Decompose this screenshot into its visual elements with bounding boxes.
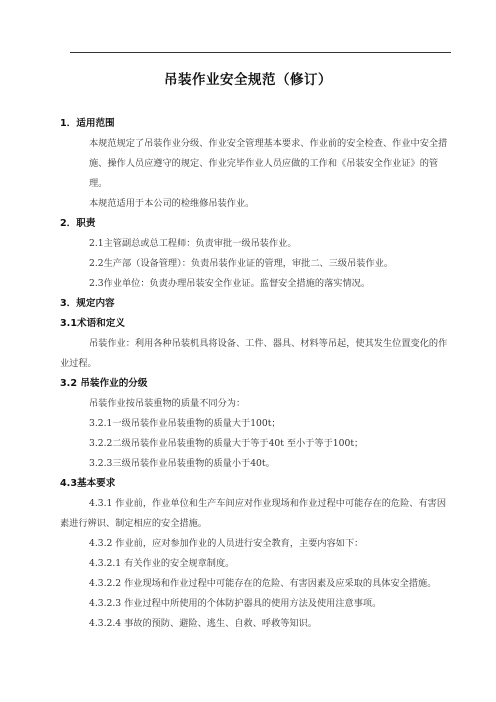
body-paragraph: 4.3.2.2 作业现场和作业过程中可能存在的危险、有害因素及应采取的具体安全措施。 xyxy=(89,578,437,589)
body-line: 吊装作业按吊装重物的质量不同分为： xyxy=(89,398,246,409)
body-paragraph: 吊装作业：利用各种吊装机具将设备、工件、器具、材料等吊起，使其发生位置变化的作业过程。 xyxy=(60,338,448,369)
body-paragraph: 本规范规定了吊装作业分级、作业安全管理基本要求、作业前的安全检查、作业中安全措施、操作人员应遵守的规定、作业完毕作业人员应做的工作和《吊装安全作业证》的管理。 xyxy=(89,138,448,189)
section-heading: 1．适用范围 xyxy=(60,118,115,129)
section-heading: 4.3基本要求 xyxy=(60,478,116,489)
body-line: 本规范适用于本公司的检维修吊装作业。 xyxy=(89,198,255,209)
section-heading: 2．职责 xyxy=(60,218,96,229)
body-line: 2.3作业单位：负责办理吊装安全作业证。监督安全措施的落实情况。 xyxy=(89,278,371,289)
document-title: 吊装作业安全规范（修订） xyxy=(164,72,332,88)
body-line: 4.3.2 作业前，应对参加作业的人员进行安全教育，主要内容如下： xyxy=(89,538,364,549)
body-line: 2.1主管副总或总工程师：负责审批一级吊装作业。 xyxy=(89,238,297,249)
section-heading: 3.1术语和定义 xyxy=(60,318,125,329)
body-line: 3.2.2二级吊装作业吊装重物的质量大于等于40t 至小于等于100t； xyxy=(89,438,364,449)
body-line: 3.2.1一级吊装作业吊装重物的质量大于100t； xyxy=(89,418,281,429)
body-line: 3.2.3三级吊装作业吊装重物的质量小于40t。 xyxy=(89,458,275,469)
body-line: 4.3.2.3 作业过程中所使用的个体防护器具的使用方法及使用注意事项。 xyxy=(89,598,382,609)
body-line: 4.3.2.4 事故的预防、避险、逃生、自救、呼救等知识。 xyxy=(89,618,317,629)
body-line: 4.3.2.1 有关作业的安全规章制度。 xyxy=(89,558,235,569)
body-paragraph: 4.3.1 作业前，作业单位和生产车间应对作业现场和作业过程中可能存在的危险、有害因素进行辨识、制定相应的安全措施。 xyxy=(60,498,447,529)
section-heading: 3.2 吊装作业的分级 xyxy=(60,378,148,389)
header-rule xyxy=(70,52,451,53)
document-body xyxy=(60,114,452,634)
body-line: 2.2生产部（设备管理）：负责吊装作业证的管理，审批二、三级吊装作业。 xyxy=(89,258,394,269)
section-heading: 3．规定内容 xyxy=(60,298,115,309)
